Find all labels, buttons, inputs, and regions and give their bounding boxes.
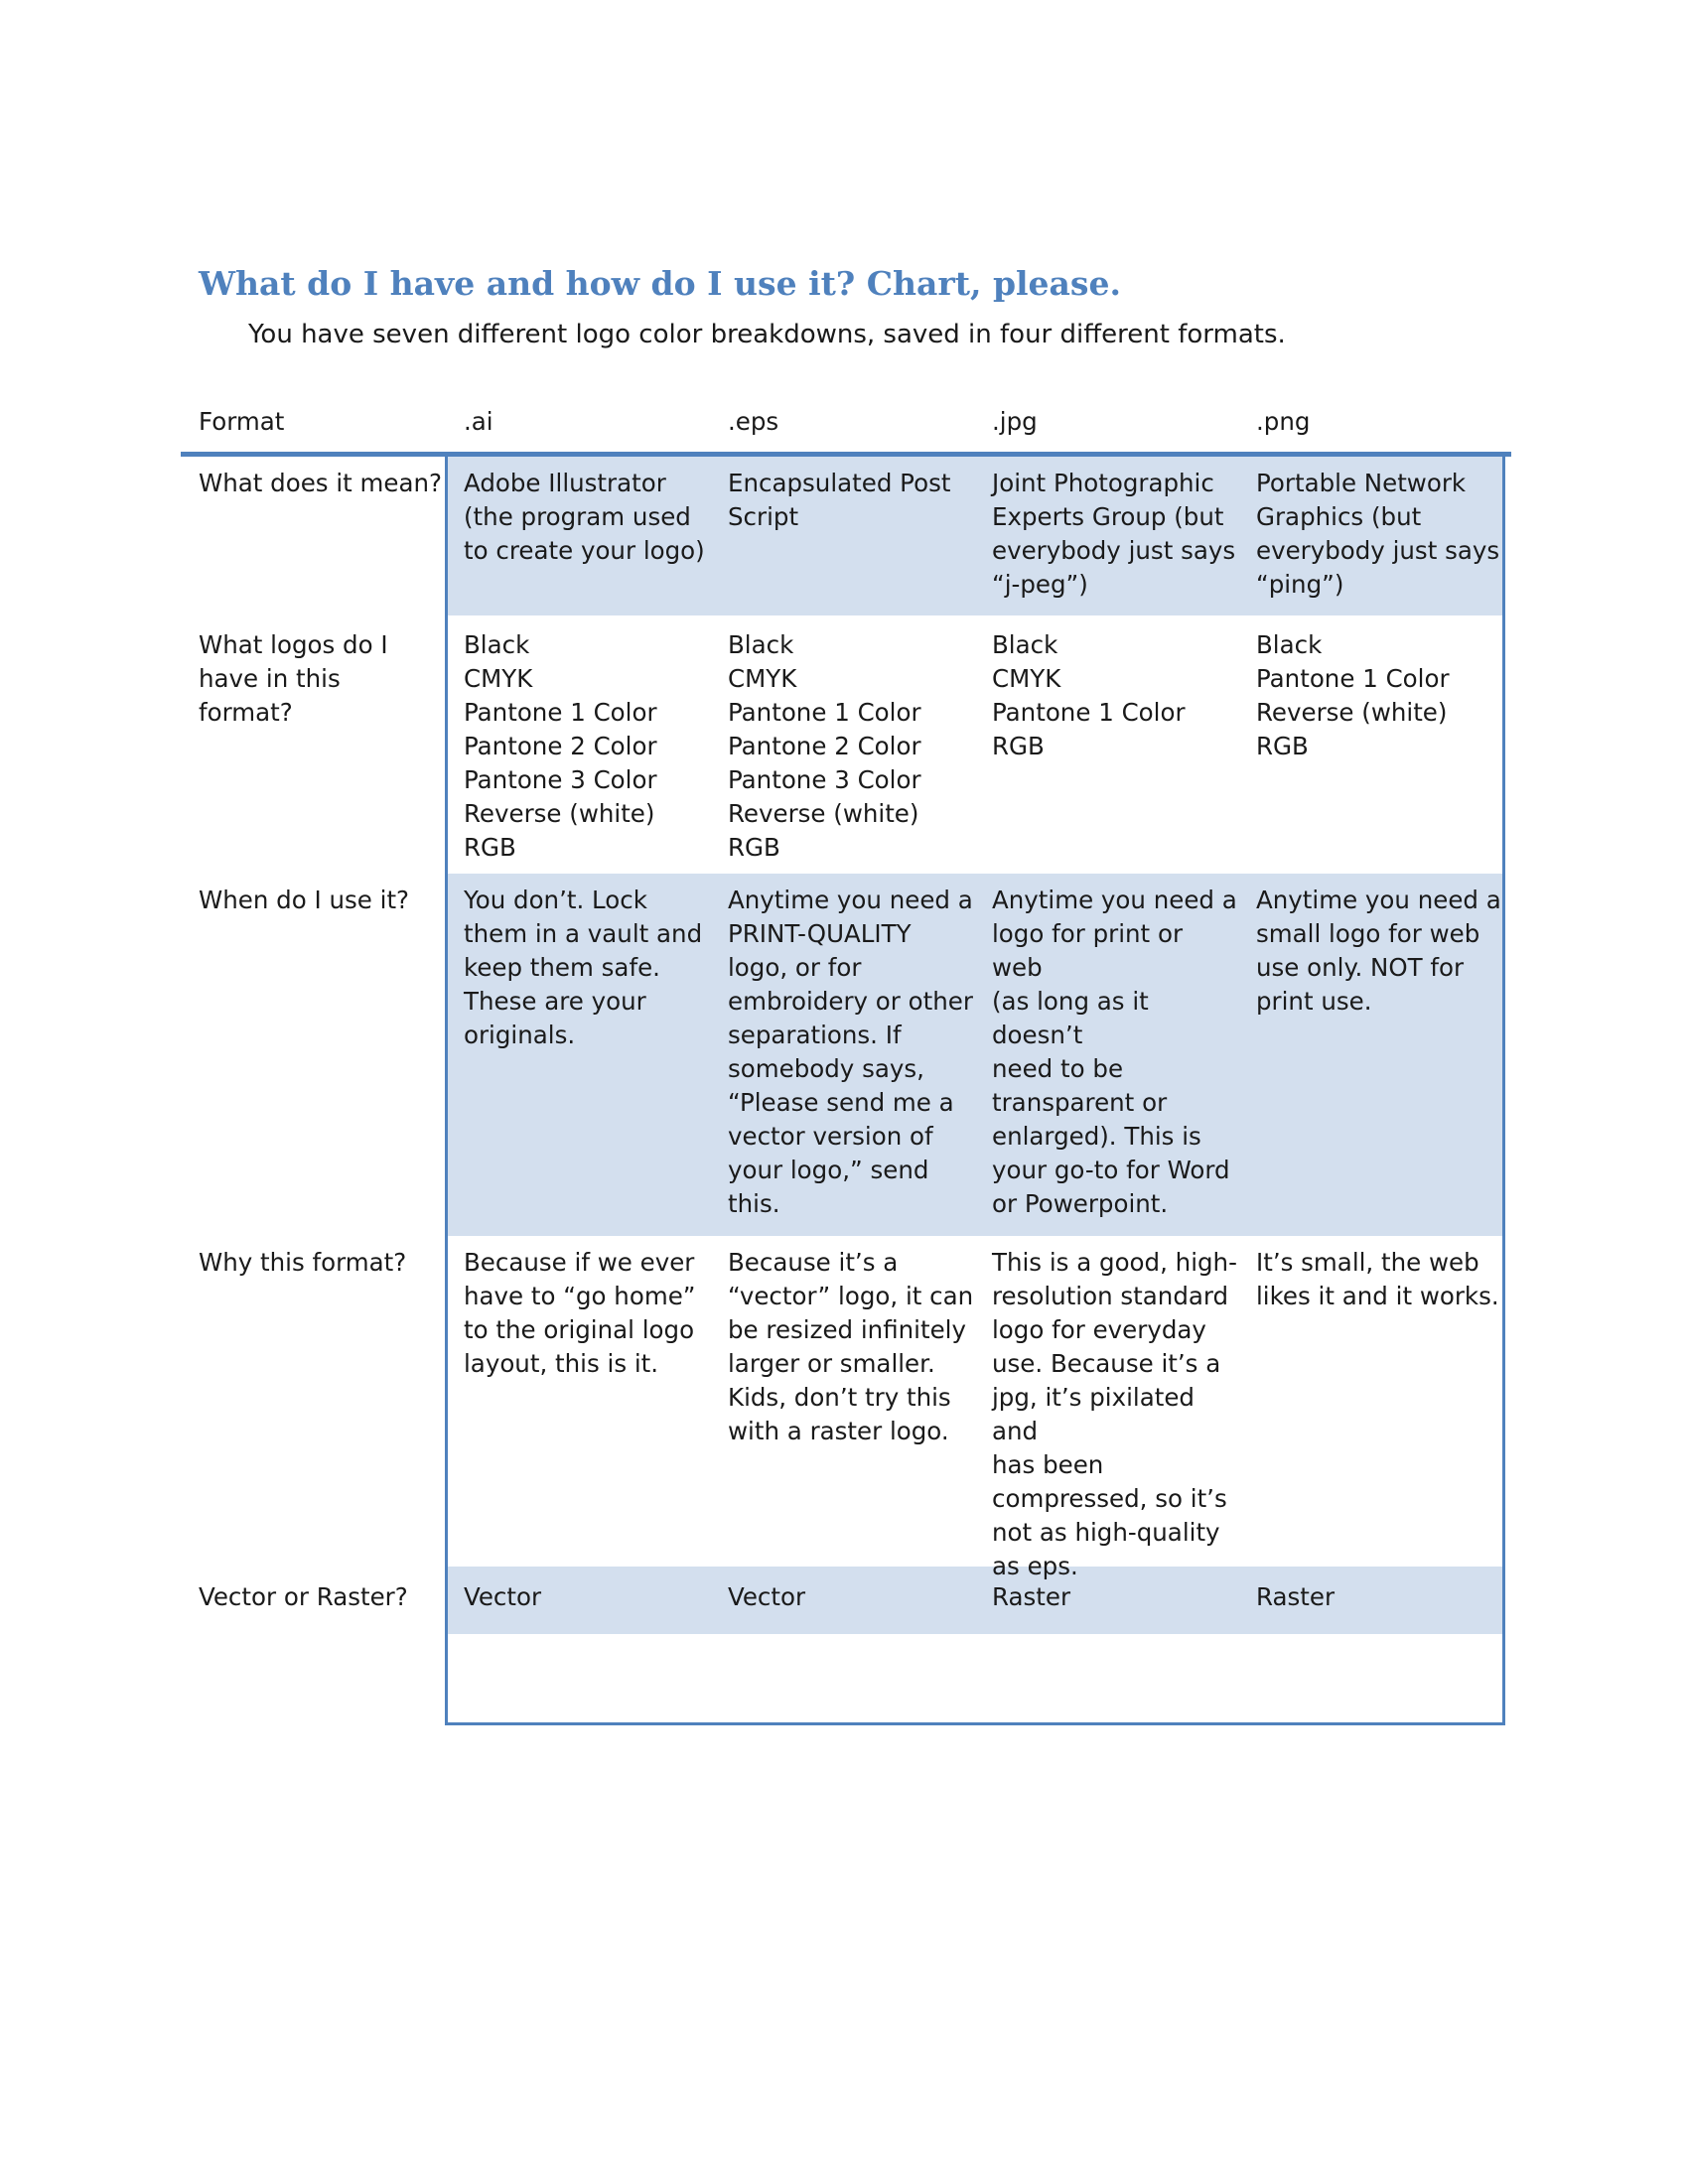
header-column-png: .png xyxy=(1256,407,1311,436)
table-cell: Vector xyxy=(464,1582,542,1611)
header-rule xyxy=(181,452,1511,457)
table-cell: Adobe Illustrator (the program used to create your logo) xyxy=(464,469,705,565)
table-cell: Encapsulated Post Script xyxy=(728,469,951,531)
table-cell: Black CMYK Pantone 1 Color Pantone 2 Color Pantone 3 Color Reverse (white) RGB xyxy=(728,630,921,862)
table-cell: Black Pantone 1 Color Reverse (white) RGB xyxy=(1256,630,1450,760)
row-label-vector-raster: Vector or Raster? xyxy=(199,1582,408,1611)
table-cell: Black CMYK Pantone 1 Color Pantone 2 Color Pantone 3 Color Reverse (white) RGB xyxy=(464,630,657,862)
row-label-logos: What logos do I have in this format? xyxy=(199,630,388,727)
table-cell: Portable Network Graphics (but everybody just says “ping”) xyxy=(1256,469,1500,599)
table-cell: Because if we ever have to “go home” to the original logo layout, this is it. xyxy=(464,1248,696,1378)
table-cell: Joint Photographic Experts Group (but everybody just says “j-peg”) xyxy=(992,469,1236,599)
table-cell: Raster xyxy=(992,1582,1071,1611)
page-subtitle: You have seven different logo color breakdowns, saved in four different formats. xyxy=(248,320,1286,349)
table-cell: Because it’s a “vector” logo, it can be resized infinitely larger or smaller. Kids, don’t try this with a raster logo. xyxy=(728,1248,974,1445)
table-cell: It’s small, the web likes it and it works. xyxy=(1256,1248,1499,1310)
table-cell: Anytime you need a PRINT-QUALITY logo, or for embroidery or other separations. If somebody says, “Please send me a vector version of your logo,” send this. xyxy=(728,886,973,1218)
table-header-row xyxy=(181,397,1511,457)
table-cell: Black CMYK Pantone 1 Color RGB xyxy=(992,630,1186,760)
header-column-ai: .ai xyxy=(464,407,493,436)
table-cell: You don’t. Lock them in a vault and keep them safe. These are your originals. xyxy=(464,886,703,1049)
table-cell: Vector xyxy=(728,1582,806,1611)
format-chart-table xyxy=(181,397,1511,1727)
row-label-why: Why this format? xyxy=(199,1248,407,1277)
table-cell: Raster xyxy=(1256,1582,1336,1611)
header-column-eps: .eps xyxy=(728,407,779,436)
header-label-format: Format xyxy=(199,407,285,436)
table-cell: Anytime you need a logo for print or web (as long as it doesn’t need to be transparent or enlarged). This is your go-to for Word or Powerpoint. xyxy=(992,886,1237,1218)
table-cell: This is a good, high- resolution standard logo for everyday use. Because it’s a jpg, it’s pixilated and has been compressed, so it’s not as high-quality as eps. xyxy=(992,1248,1237,1580)
header-column-jpg: .jpg xyxy=(992,407,1038,436)
table-cell: Anytime you need a small logo for web use only. NOT for print use. xyxy=(1256,886,1501,1016)
page-title: What do I have and how do I use it? Chart, please. xyxy=(199,264,1121,303)
row-label-meaning: What does it mean? xyxy=(199,469,443,497)
row-label-usage: When do I use it? xyxy=(199,886,410,914)
